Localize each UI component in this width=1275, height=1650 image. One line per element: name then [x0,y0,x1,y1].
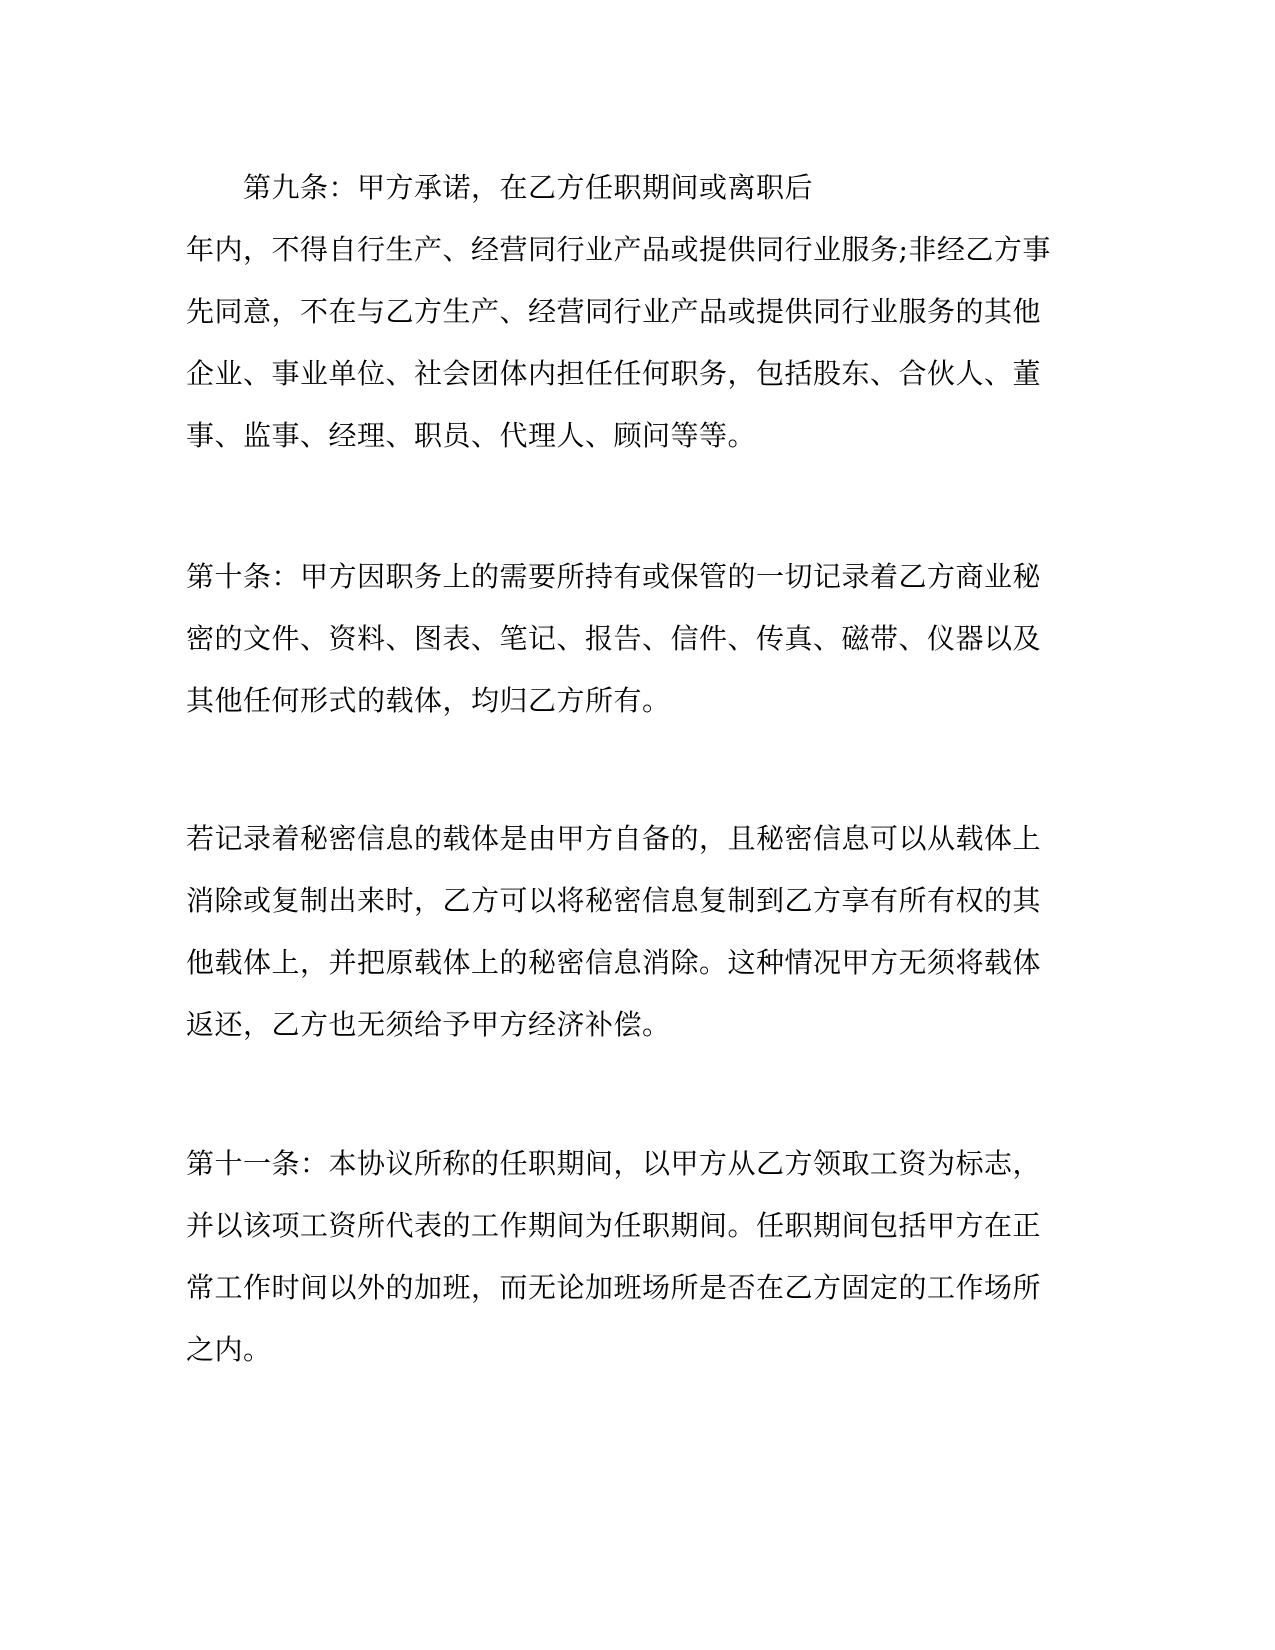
text-line: 企业、事业单位、社会团体内担任任何职务，包括股东、合伙人、董 [186,357,1042,390]
text-line: 并以该项工资所代表的工作期间为任职期间。任职期间包括甲方在正 [186,1209,1042,1242]
text-line: 第十条：甲方因职务上的需要所持有或保管的一切记录着乙方商业秘 [186,560,1042,593]
text-line: 之内。 [186,1333,272,1366]
text-line: 第十一条：本协议所称的任职期间，以甲方从乙方领取工资为标志， [186,1147,1042,1180]
text-line: 第九条：甲方承诺，在乙方任职期间或离职后 [243,171,814,204]
text-line: 常工作时间以外的加班，而无论加班场所是否在乙方固定的工作场所 [186,1271,1042,1304]
text-line: 他载体上，并把原载体上的秘密信息消除。这种情况甲方无须将载体 [186,946,1042,979]
text-line: 事、监事、经理、职员、代理人、顾问等等。 [186,419,757,452]
article-11-paragraph [186,1133,1076,1381]
text-line: 密的文件、资料、图表、笔记、报告、信件、传真、磁带、仪器以及 [186,622,1042,655]
text-line: 返还，乙方也无须给予甲方经济补偿。 [186,1008,671,1041]
carrier-clause-paragraph [186,808,1076,1056]
text-line: 年内，不得自行生产、经营同行业产品或提供同行业服务;非经乙方事 [186,233,1051,266]
text-line: 消除或复制出来时，乙方可以将秘密信息复制到乙方享有所有权的其 [186,884,1042,917]
text-line: 其他任何形式的载体，均归乙方所有。 [186,684,671,717]
article-9-paragraph [186,157,1076,467]
text-line: 先同意，不在与乙方生产、经营同行业产品或提供同行业服务的其他 [186,295,1042,328]
text-line: 若记录着秘密信息的载体是由甲方自备的，且秘密信息可以从载体上 [186,822,1042,855]
article-10-paragraph [186,546,1076,732]
